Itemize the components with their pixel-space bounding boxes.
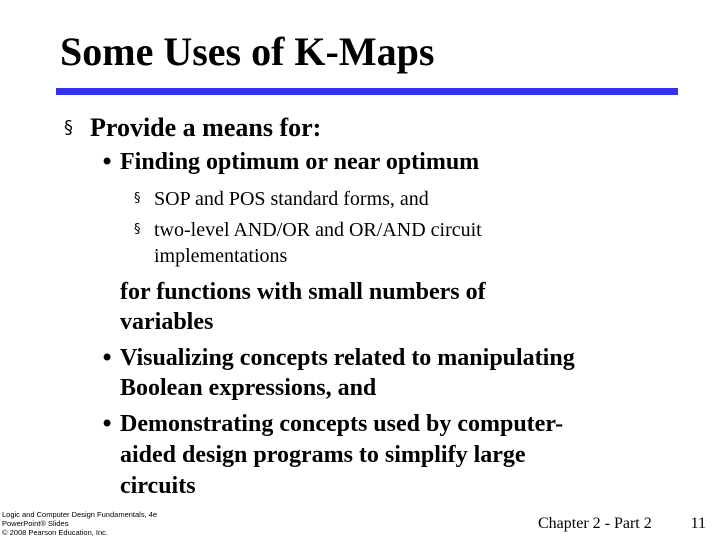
sub-bullet-3-line-1: Demonstrating concepts used by computer- <box>120 411 564 437</box>
footer-page-number: 11 <box>690 515 706 532</box>
sub-bullet-3-icon: • <box>100 410 115 438</box>
footer-copyright-line: Logic and Computer Design Fundamentals, 4e <box>2 510 158 519</box>
title-underline-bar <box>56 88 678 95</box>
footer-copyright <box>2 510 157 537</box>
footer-chapter: Chapter 2 - Part 2 <box>538 515 652 532</box>
subsub-bullet-2-continuation: implementations <box>154 245 288 267</box>
sub-bullet-2-icon: • <box>100 344 115 372</box>
sub-bullet-3-line-2: aided design programs to simplify large <box>120 442 526 468</box>
sub-bullet-1-continuation-line-2: variables <box>120 309 214 335</box>
main-bullet-icon: § <box>64 117 73 138</box>
subsub-bullet-2-icon: § <box>134 222 141 237</box>
sub-bullet-2-line-2: Boolean expressions, and <box>120 375 377 401</box>
slide-title: Some Uses of K-Maps <box>60 29 435 74</box>
sub-bullet-2-line-1: Visualizing concepts related to manipulating <box>120 345 575 371</box>
footer-copyright-line: PowerPoint® Slides <box>2 519 69 528</box>
subsub-bullet-1-icon: § <box>134 191 141 206</box>
sub-bullet-3-line-3: circuits <box>120 473 196 499</box>
subsub-bullet-2-text: two-level AND/OR and OR/AND circuit <box>154 219 482 241</box>
footer-copyright-line: © 2008 Pearson Education, Inc. <box>2 528 109 537</box>
sub-bullet-1-text: Finding optimum or near optimum <box>120 149 480 175</box>
main-bullet-text: Provide a means for: <box>90 113 322 142</box>
subsub-bullet-1-text: SOP and POS standard forms, and <box>154 188 429 210</box>
sub-bullet-1-icon: • <box>100 148 115 176</box>
sub-bullet-1-continuation-line-1: for functions with small numbers of <box>120 279 486 305</box>
